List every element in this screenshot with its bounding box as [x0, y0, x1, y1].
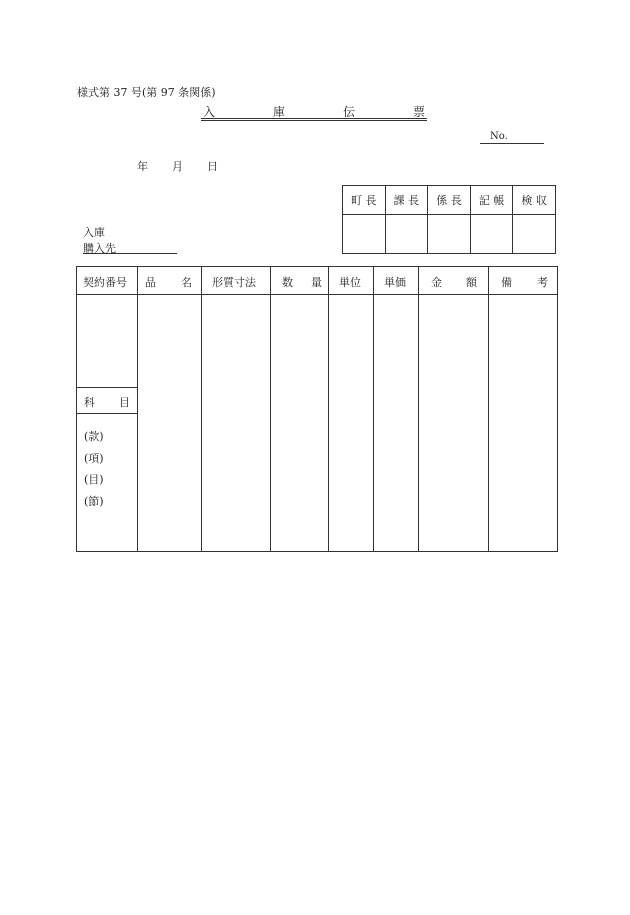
approver-label: 記 帳: [470, 186, 513, 215]
document-title: [201, 103, 427, 121]
column-header-quantity-b: 量: [311, 276, 322, 289]
seal-box[interactable]: [470, 215, 513, 254]
title-char: 庫: [273, 105, 286, 119]
seal-box[interactable]: [513, 215, 556, 254]
supplier-field[interactable]: [83, 240, 177, 254]
date-day: 日: [207, 160, 218, 173]
column-header-contract-no: 契約番号: [83, 276, 127, 289]
approval-table: [342, 185, 556, 254]
title-char: 伝: [343, 105, 356, 119]
date-month: 月: [172, 160, 183, 173]
date-year: 年: [137, 160, 148, 173]
budget-item: (項): [84, 452, 104, 465]
column-header-quantity-a: 数: [282, 276, 293, 289]
column-header-specification: 形質寸法: [212, 276, 256, 289]
seal-box[interactable]: [385, 215, 428, 254]
budget-item: (款): [84, 430, 104, 443]
column-header-unit-price: 単価: [384, 276, 406, 289]
seal-box[interactable]: [343, 215, 386, 254]
subject-label-b: 目: [119, 396, 130, 409]
receipt-label: 入庫: [83, 226, 105, 239]
approver-label: 検 収: [513, 186, 556, 215]
column-header-amount-b: 額: [466, 276, 477, 289]
column-header-name: 名: [181, 276, 192, 289]
subject-label-a: 科: [84, 396, 95, 409]
title-char: 票: [413, 105, 426, 119]
column-header-item: 品: [145, 276, 156, 289]
column-header-remarks-b: 考: [537, 276, 548, 289]
document-number-label: No.: [490, 131, 508, 142]
seal-box[interactable]: [428, 215, 471, 254]
budget-item: (目): [84, 473, 104, 486]
column-header-remarks-a: 備: [501, 276, 512, 289]
title-char: 入: [203, 105, 216, 119]
approver-label: 係 長: [428, 186, 471, 215]
approver-label: 町 長: [343, 186, 386, 215]
approver-label: 課 長: [385, 186, 428, 215]
column-header-unit: 単位: [339, 276, 361, 289]
column-header-amount-a: 金: [431, 276, 442, 289]
item-table: [76, 266, 558, 552]
budget-item: (節): [84, 495, 104, 508]
document-number-field[interactable]: [480, 131, 544, 144]
form-id: 様式第 37 号(第 97 条関係): [77, 86, 216, 99]
supplier-label: 購入先: [83, 242, 116, 255]
